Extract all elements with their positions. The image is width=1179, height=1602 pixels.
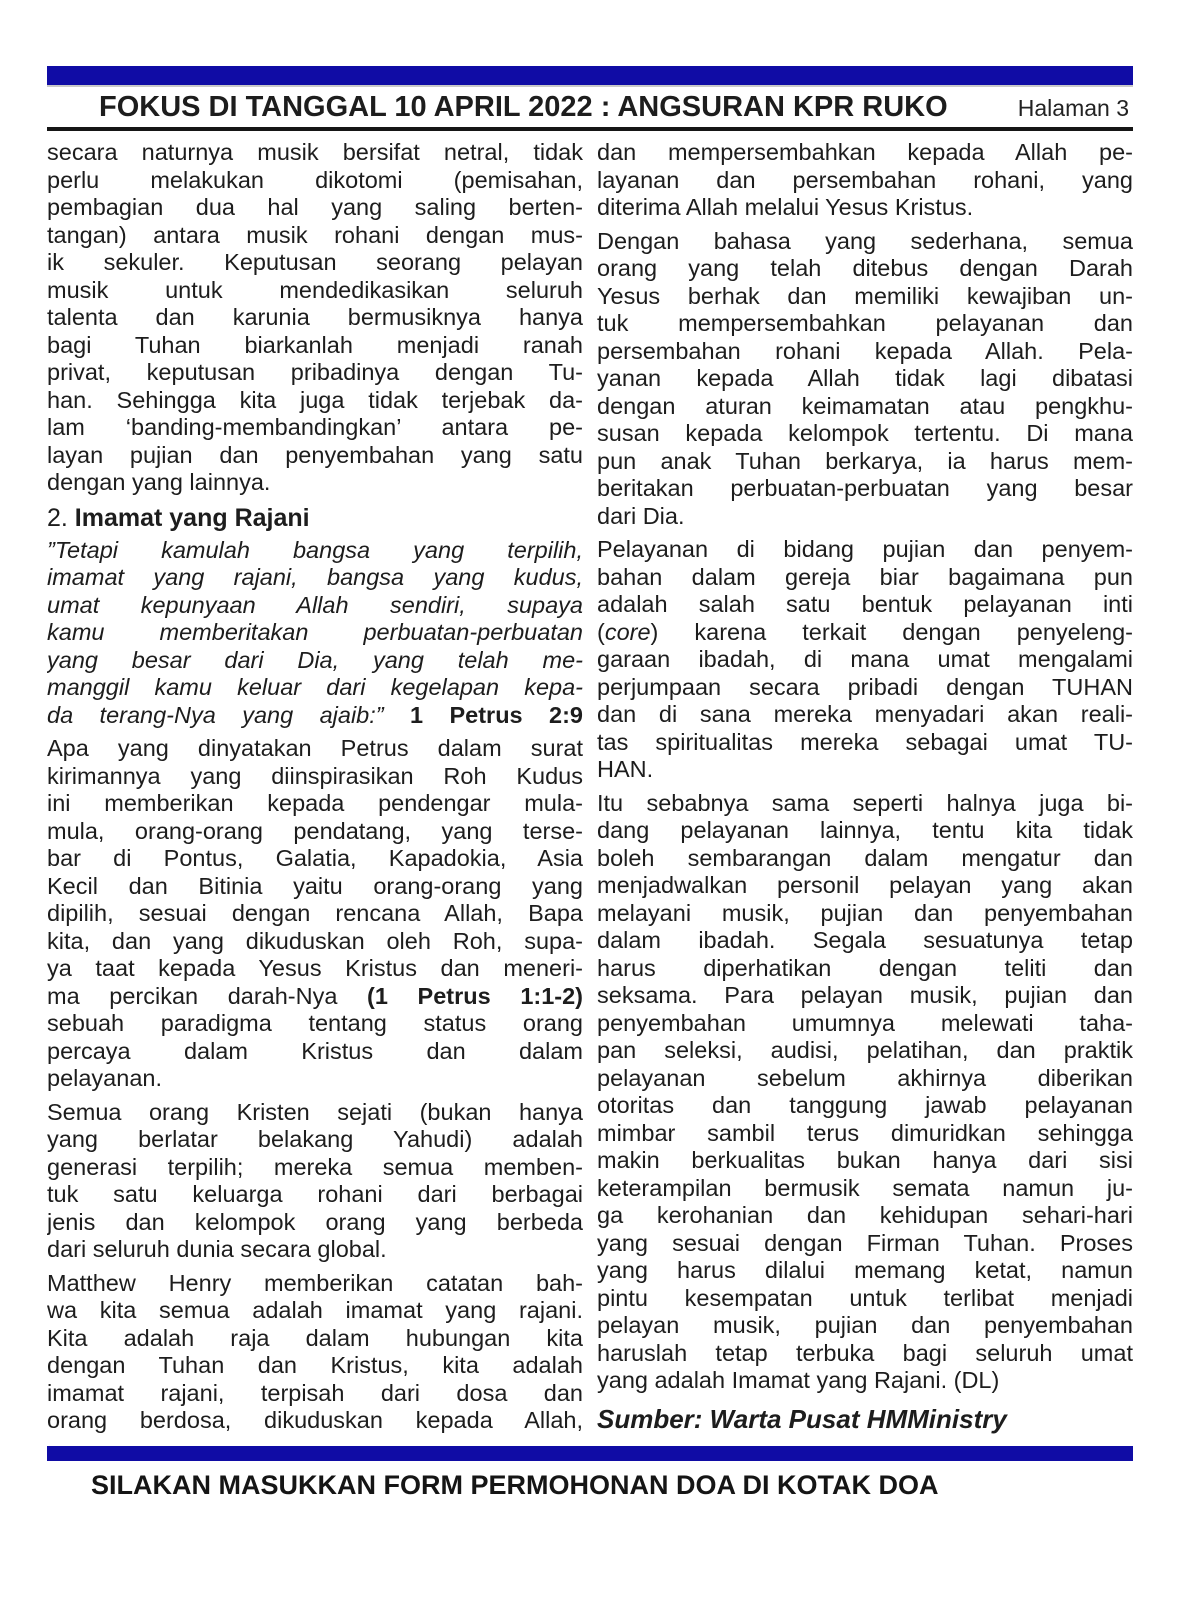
- text-line: yang harus dilalui memang ketat, namun: [597, 1257, 1133, 1283]
- paragraph: [47, 735, 583, 1093]
- text-line: pintu kesempatan untuk terlibat menjadi: [597, 1284, 1133, 1311]
- text-line: dengan Tuhan dan Kristus, kita adalah: [47, 1352, 583, 1378]
- text-line: dan mempersembahkan kepada Allah pe-: [597, 139, 1133, 165]
- text-line: lam ‘banding-membandingkan’ antara pe-: [47, 414, 583, 440]
- article-column-left: [47, 139, 583, 1441]
- text-line: harus diperhatikan dengan teliti dan: [597, 954, 1133, 981]
- bulletin-page: [0, 66, 1179, 1501]
- text-line: dipilih, sesuai dengan rencana Allah, Bapa: [47, 900, 583, 926]
- text-line: sebuah paradigma tentang status orang: [47, 1010, 583, 1036]
- text-line: dengan yang lainnya.: [47, 469, 271, 495]
- text-line: perjumpaan secara pribadi dengan TUHAN: [597, 673, 1133, 700]
- text-line: pembagian dua hal yang saling berten-: [47, 194, 583, 220]
- text-line: dari Dia.: [597, 502, 685, 529]
- text-line: pelayanan sebelum akhirnya diberikan: [597, 1064, 1133, 1091]
- text-line: haruslah tetap terbuka bagi seluruh umat: [597, 1339, 1133, 1366]
- text-line: tas spiritualitas mereka sebagai umat TU-: [597, 728, 1133, 755]
- text-line: jenis dan kelompok orang yang berbeda: [47, 1208, 583, 1235]
- paragraph: [47, 1270, 583, 1435]
- text-line: perlu melakukan dikotomi (pemisahan,: [47, 166, 583, 193]
- text-line: Kita adalah raja dalam hubungan kita: [47, 1324, 583, 1351]
- text-line: yang adalah Imamat yang Rajani. (DL): [597, 1367, 1000, 1393]
- text-line: imamat rajani, terpisah dari dosa dan: [47, 1379, 583, 1406]
- text-line: Semua orang Kristen sejati (bukan hanya: [47, 1098, 583, 1125]
- text-line: pan seleksi, audisi, pelatihan, dan praktik: [597, 1037, 1133, 1063]
- text-line: ik sekuler. Keputusan seorang pelayan: [47, 249, 583, 275]
- text-line: generasi terpilih; mereka semua memben-: [47, 1153, 583, 1180]
- text-line: orang yang telah ditebus dengan Darah: [597, 255, 1133, 281]
- text-line: Yesus berhak dan memiliki kewajiban un-: [597, 282, 1133, 309]
- bottom-accent-bar: [47, 1446, 1133, 1461]
- text-line: ini memberikan kepada pendengar mula-: [47, 790, 583, 816]
- scripture-quote: [47, 537, 583, 730]
- text-line: umat kepunyaan Allah sendiri, supaya: [47, 591, 583, 618]
- header-rule: [47, 127, 1133, 131]
- text-line: pelayan musik, pujian dan penyembahan: [597, 1312, 1133, 1338]
- text-line: manggil kamu keluar dari kegelapan kepa-: [47, 674, 583, 700]
- text-line: adalah salah satu bentuk pelayanan inti: [597, 591, 1133, 617]
- text-line: kamu memberitakan perbuatan-perbuatan: [47, 619, 583, 645]
- text-line: secara naturnya musik bersifat netral, tidak: [47, 139, 583, 165]
- text-line: privat, keputusan pribadinya dengan Tu-: [47, 359, 583, 385]
- text-line: dari seluruh dunia secara global.: [47, 1236, 387, 1262]
- text-line: Pelayanan di bidang pujian dan penyem-: [597, 536, 1133, 562]
- page-header: [47, 87, 1133, 127]
- text-line: boleh sembarangan dalam mengatur dan: [597, 844, 1133, 871]
- text-line: Itu sebabnya sama seperti halnya juga bi-: [597, 789, 1133, 816]
- text-line: pun anak Tuhan berkarya, ia harus mem-: [597, 447, 1133, 474]
- text-line: ya taat kepada Yesus Kristus dan meneri-: [47, 955, 583, 981]
- text-line: layan pujian dan penyembahan yang satu: [47, 441, 583, 468]
- text-line: da terang-Nya yang ajaib:” 1 Petrus 2:9: [47, 701, 583, 728]
- text-line: han. Sehingga kita juga tidak terjebak da-: [47, 386, 583, 413]
- text-line: wa kita semua adalah imamat yang rajani.: [47, 1297, 583, 1323]
- text-line: garaan ibadah, di mana umat mengalami: [597, 646, 1133, 672]
- text-line: tuk satu keluarga rohani dari berbagai: [47, 1181, 583, 1207]
- text-line: layanan dan persembahan rohani, yang: [597, 166, 1133, 193]
- text-line: persembahan rohani kepada Allah. Pela-: [597, 337, 1133, 364]
- text-line: bagi Tuhan biarkanlah menjadi ranah: [47, 331, 583, 358]
- text-line: menjadwalkan personil pelayan yang akan: [597, 872, 1133, 898]
- text-line: yang sesuai dengan Firman Tuhan. Proses: [597, 1229, 1133, 1256]
- section-heading: [47, 503, 583, 533]
- text-line: ga kerohanian dan kehidupan sehari-hari: [597, 1202, 1133, 1228]
- text-line: ma percikan darah-Nya (1 Petrus 1:1-2): [47, 982, 583, 1009]
- text-line: percaya dalam Kristus dan dalam: [47, 1037, 583, 1064]
- text-line: bar di Pontus, Galatia, Kapadokia, Asia: [47, 845, 583, 871]
- page-title: FOKUS DI TANGGAL 10 APRIL 2022 : ANGSURAN KPR RUKO: [99, 91, 948, 123]
- paragraph: [597, 536, 1133, 784]
- text-line: dalam ibadah. Segala sesuatunya tetap: [597, 927, 1133, 953]
- paragraph: [47, 1099, 583, 1264]
- text-line: Sumber: Warta Pusat HMMinistry: [597, 1403, 1007, 1434]
- text-line: 2. Imamat yang Rajani: [47, 503, 310, 532]
- text-line: musik untuk mendedikasikan seluruh: [47, 276, 583, 303]
- text-line: imamat yang rajani, bangsa yang kudus,: [47, 564, 583, 590]
- paragraph: [597, 228, 1133, 531]
- text-line: dang pelayanan lainnya, tentu kita tidak: [597, 817, 1133, 843]
- text-line: yang berlatar belakang Yahudi) adalah: [47, 1126, 583, 1152]
- text-line: yanan kepada Allah tidak lagi dibatasi: [597, 365, 1133, 391]
- text-line: ”Tetapi kamulah bangsa yang terpilih,: [47, 536, 583, 563]
- text-line: mula, orang-orang pendatang, yang terse-: [47, 817, 583, 844]
- text-line: tuk mempersembahkan pelayanan dan: [597, 310, 1133, 336]
- text-line: diterima Allah melalui Yesus Kristus.: [597, 194, 974, 220]
- paragraph: [597, 790, 1133, 1395]
- text-line: beritakan perbuatan-perbuatan yang besar: [597, 475, 1133, 501]
- text-line: dengan aturan keimamatan atau pengkhu-: [597, 392, 1133, 419]
- text-line: Dengan bahasa yang sederhana, semua: [597, 227, 1133, 254]
- paragraph: [597, 139, 1133, 222]
- text-line: makin berkualitas bukan hanya dari sisi: [597, 1147, 1133, 1173]
- text-line: kirimannya yang diinspirasikan Roh Kudus: [47, 762, 583, 789]
- text-line: melayani musik, pujian dan penyembahan: [597, 899, 1133, 926]
- text-line: talenta dan karunia bermusiknya hanya: [47, 304, 583, 330]
- top-accent-bar: [47, 66, 1133, 87]
- text-line: keterampilan bermusik semata namun ju-: [597, 1174, 1133, 1201]
- text-line: susan kepada kelompok tertentu. Di mana: [597, 420, 1133, 446]
- text-line: otoritas dan tanggung jawab pelayanan: [597, 1092, 1133, 1118]
- text-line: (core) karena terkait dengan penyeleng-: [597, 618, 1133, 645]
- text-line: Matthew Henry memberikan catatan bah-: [47, 1269, 583, 1296]
- page-number: Halaman 3: [1017, 95, 1129, 121]
- text-line: bahan dalam gereja biar bagaimana pun: [597, 563, 1133, 590]
- article-column-right: [597, 139, 1133, 1441]
- text-line: kita, dan yang dikuduskan oleh Roh, supa-: [47, 927, 583, 954]
- text-line: tangan) antara musik rohani dengan mus-: [47, 221, 583, 248]
- text-line: orang berdosa, dikuduskan kepada Allah,: [47, 1407, 583, 1433]
- text-line: yang besar dari Dia, yang telah me-: [47, 646, 583, 673]
- footer-notice: SILAKAN MASUKKAN FORM PERMOHONAN DOA DI KOTAK DOA: [91, 1470, 939, 1500]
- article-body: [47, 139, 1133, 1443]
- text-line: HAN.: [597, 756, 654, 782]
- text-line: dan di sana mereka menyadari akan reali-: [597, 701, 1133, 727]
- text-line: mimbar sambil terus dimuridkan sehingga: [597, 1119, 1133, 1146]
- text-line: Kecil dan Bitinia yaitu orang-orang yang: [47, 872, 583, 899]
- text-line: Apa yang dinyatakan Petrus dalam surat: [47, 735, 583, 761]
- source-line: [597, 1403, 1133, 1435]
- text-line: pelayanan.: [47, 1065, 162, 1091]
- text-line: penyembahan umumnya melewati taha-: [597, 1009, 1133, 1036]
- paragraph: [47, 139, 583, 497]
- text-line: seksama. Para pelayan musik, pujian dan: [597, 982, 1133, 1008]
